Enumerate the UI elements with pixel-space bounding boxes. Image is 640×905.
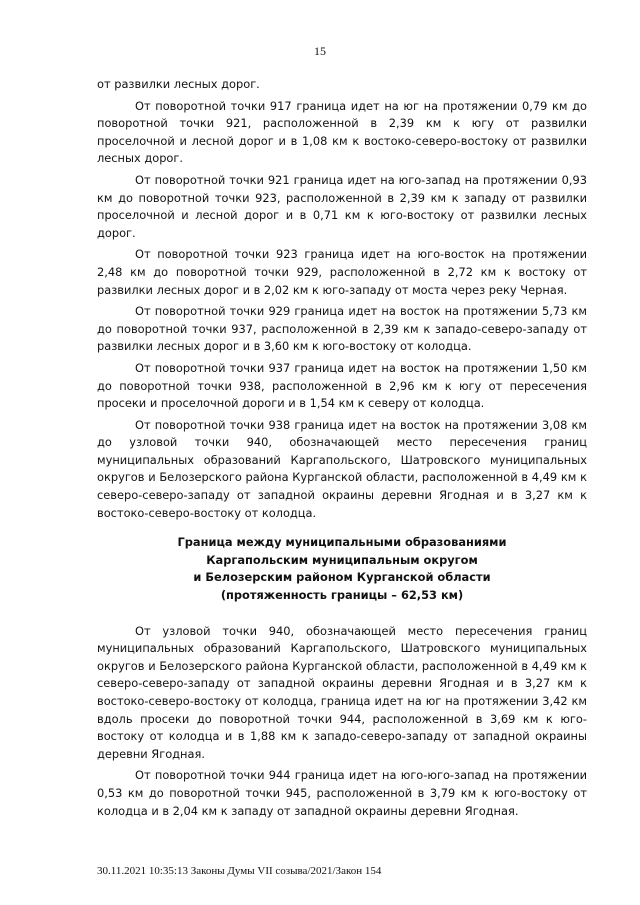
heading-line: и Белозерским районом Курганской области <box>193 570 491 585</box>
paragraph: От поворотной точки 923 граница идет на юго-восток на протяжении 2,48 км до поворотной точки 929, расположенной в 2,72 км к востоку от развилки лесных дорог и в 2,02 км к юго-западу от моста через реку Черная. <box>97 247 587 297</box>
paragraph: От поворотной точки 937 граница идет на восток на протяжении 1,50 км до поворотной точки 938, расположенной в 2,96 км к югу от пересечения просеки и проселочной дороги и в 1,54 км к северу от колодца. <box>97 360 587 411</box>
document-footer: 30.11.2021 10:35:13 Законы Думы VII созыва/2021/Закон 154 <box>97 865 382 877</box>
heading-line: Каргапольским муниципальным округом <box>206 552 478 567</box>
section-heading <box>97 534 587 604</box>
heading-line: (протяженность границы – 62,53 км) <box>220 588 464 603</box>
heading-line: Граница между муниципальными образованиями <box>177 535 507 550</box>
paragraph: От поворотной точки 917 граница идет на юг на протяжении 0,79 км до поворотной точки 921, расположенной в 2,39 км к югу от развилки проселочной и лесной дорог и в 1,08 км к востоко-северо-востоку от развилки лесных дорог. <box>97 98 587 166</box>
paragraph: От узловой точки 940, обозначающей место пересечения границ муниципальных образований Каргапольского, Шатровского муниципальных округов и Белозерского района Курганской области, расположенной в 4,49 км к северо-северо-западу от западной окраины деревни Ягодная и в 3,27 км к востоко-северо-востоку от колодца, граница идет на юг на протяжении 3,42 км вдоль просеки до поворотной точки 944, расположенной в 3,69 км к юго-востоку от колодца и в 1,88 км к западо-северо-западу от западной окраины деревни Ягодная. <box>97 623 587 761</box>
paragraph: От поворотной точки 921 граница идет на юго-запад на протяжении 0,93 км до поворотной точки 923, расположенной в 2,39 км к западу от развилки проселочной и лесной дорог и в 0,71 км к юго-востоку от развилки лесных дорог. <box>97 172 587 240</box>
paragraph: От поворотной точки 929 граница идет на восток на протяжении 5,73 км до поворотной точки 937, расположенной в 2,39 км к западо-северо-западу от развилки лесных дорог и в 3,60 км к юго-востоку от колодца. <box>97 304 587 354</box>
paragraph: от развилки лесных дорог. <box>97 77 260 91</box>
document-body <box>97 76 587 824</box>
paragraph: От поворотной точки 944 граница идет на юго-юго-запад на протяжении 0,53 км до поворотной точки 945, расположенной в 3,79 км к юго-востоку от колодца и в 2,04 км к западу от западной окраины деревни Ягодная. <box>97 768 587 818</box>
paragraph: От поворотной точки 938 граница идет на восток на протяжении 3,08 км до узловой точки 940, обозначающей место пересечения границ муниципальных образований Каргапольского, Шатровского муниципальных округов и Белозерского района Курганской области, расположенной в 4,49 км к северо-северо-западу от западной окраины деревни Ягодная и в 3,27 км к востоко-северо-востоку от колодца. <box>97 417 587 520</box>
page-number: 15 <box>314 44 326 58</box>
